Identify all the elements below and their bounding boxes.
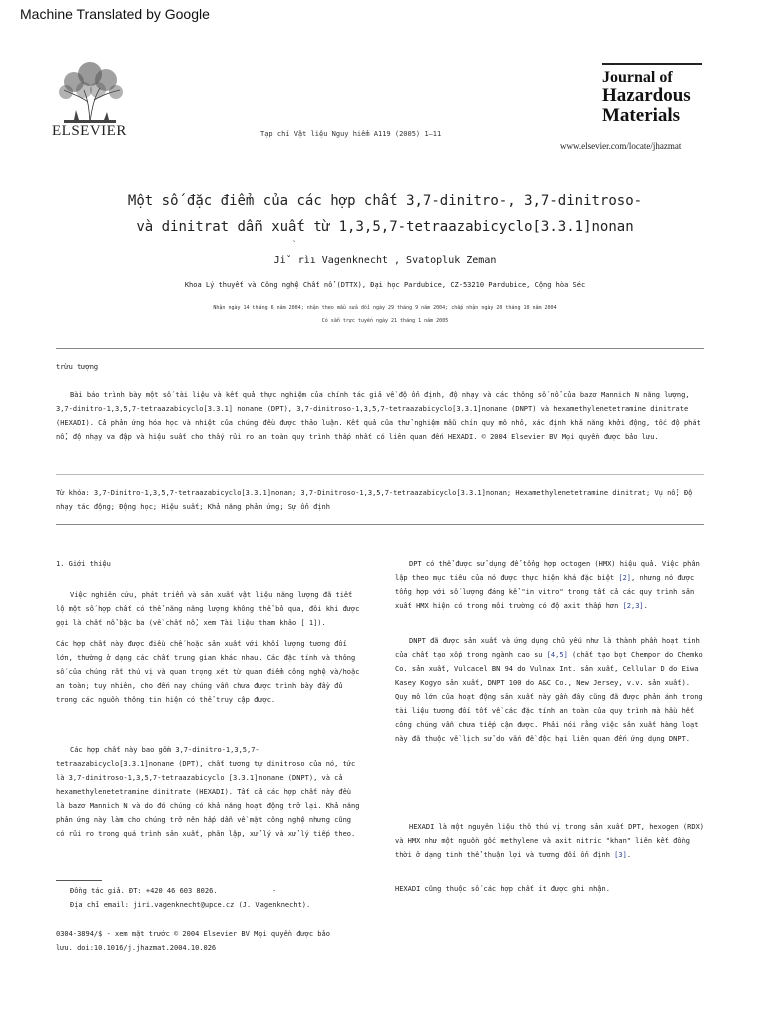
- abstract-divider: [56, 474, 704, 475]
- text-run: DPT có thể được sử dụng để tổng hợp octogen (HMX) hiệu quả. Việc phân lập theo mục tiêu của nó được thực hiện khá đặc biệt: [395, 560, 700, 582]
- citation-link[interactable]: [2]: [618, 574, 632, 582]
- body-paragraph: [395, 820, 705, 862]
- abstract-label: trừu tượng: [56, 363, 99, 371]
- keywords: Từ khóa: 3,7-Dinitro-1,3,5,7-tetraazabicyclo[3.3.1]nonan; 3,7-Dinitroso-1,3,5,7-tetraazabicyclo[3.3.1]nonan; Hexamethylenetetramine dinitrat; Vụ nổ; Độ nhạy tác động; Động học; Hiệu suất; Khả năng phản ứng; Sự ổn định: [56, 489, 693, 511]
- elsevier-tree-icon: [54, 60, 126, 128]
- affiliation: Khoa Lý thuyết và Công nghệ Chất nổ (DTTX), Đại học Pardubice, CZ-53210 Pardubice, Cộng hòa Séc: [184, 281, 586, 289]
- body-paragraph: [395, 557, 705, 613]
- text-run: HEXADI là một nguyên liệu thô thú vị trong sản xuất DPT, hexogen (RDX) và HMX như một nguồn gốc methylene và axit nitric "khan" liên kết đồng thời ở dạng tinh thể thuận lợi và tương đối ổn định: [395, 823, 705, 859]
- citation-link[interactable]: [2,3]: [622, 602, 644, 610]
- journal-citation: Tạp chí Vật liệu Nguy hiểm A119 (2005) 1–11: [260, 130, 442, 138]
- body-paragraph: Các hợp chất này được điều chế hoặc sản xuất với khối lượng tương đối lớn, thường ở dạng các chất trung gian khác nhau. Các đặc tính và thông số của chúng rất thú vị và quan trọng xét từ quan điểm công nghệ và/hoặc an toàn; tuy nhiên, cho đến nay chúng vẫn chưa được trình bày đầy đủ trong các nguồn thông tin hiện có thể truy cập được.: [56, 640, 360, 704]
- authors: Jiˇ rìı Vagenknecht , Svatopluk Zeman: [273, 255, 497, 266]
- text-run: .: [643, 602, 648, 610]
- header-divider: [56, 348, 704, 349]
- journal-title-line: Materials: [602, 104, 681, 126]
- received-dates: Nhận ngày 14 tháng 6 năm 2004; nhận theo mẫu sửa đổi ngày 29 tháng 9 năm 2004; chấp nhận ngày 20 tháng 10 năm 2004: [213, 305, 557, 311]
- body-paragraph: Các hợp chất này bao gồm 3,7-dinitro-1,3,5,7-tetraazabicyclo[3.3.1]nonane (DPT), chất tương tự dinitroso của nó, tức là 3,7-dinitroso-1,3,5,7-tetraazabicyclo [3.3.1]nonane (DNPT), và cả hexamethylenetetramine dinitrate (HEXADI). Tất cả các hợp chất này đều là bazơ Mannich N và do đó chúng có khả năng hoạt động trở lại. Khả năng phản ứng này làm cho chúng trở nên hấp dẫn về mặt công nghệ nhưng cũng có rủi ro trong quá trình sản xuất, phân lập, xử lý và xử lý tiếp theo.: [56, 746, 360, 838]
- available-online-date: Có sẵn trực tuyến ngày 21 tháng 1 năm 2005: [321, 318, 449, 324]
- journal-title: [602, 70, 691, 125]
- footnote-rule: [56, 880, 102, 881]
- body-paragraph: [395, 634, 705, 746]
- text-run: , nhưng nó được tổng hợp với số lượng đáng kể "in vitro" trong tất cả các quy trình sản xuất HMX hiện có trong môi trường có độ axit thấp hơn: [395, 574, 695, 610]
- journal-title-line: Hazardous: [602, 85, 691, 107]
- journal-title-line: Journal of: [602, 69, 673, 86]
- body-paragraph: Việc nghiên cứu, phát triển và sản xuất vật liệu năng lượng đã tiết lộ một số hợp chất có thể năng năng lượng không thể bỏ qua, đôi khi được gọi là chất nổ bậc ba (về chất nổ, xem Tài liệu tham khảo [ 1]).: [56, 591, 360, 627]
- text-run: .: [626, 851, 632, 859]
- footnote-corresponding: Đồng tác giả. ĐT: +420 46 603 8026.: [70, 887, 218, 895]
- citation-link[interactable]: [4,5]: [546, 651, 568, 659]
- paper-title-line: Một số đặc điểm của các hợp chất 3,7-dinitro-, 3,7-dinitroso-: [127, 193, 643, 209]
- keywords-divider: [56, 524, 704, 525]
- body-paragraph: HEXADI cũng thuộc số các hợp chất ít được ghi nhận.: [395, 885, 610, 893]
- section-heading: 1. Giới thiệu: [56, 560, 111, 568]
- paper-title-line: và dinitrat dẫn xuất từ 1,3,5,7-tetraazabicyclo[3.3.1]nonan: [136, 219, 634, 235]
- publisher-name: ELSEVIER: [52, 123, 127, 139]
- journal-url[interactable]: www.elsevier.com/locate/jhazmat: [560, 141, 682, 151]
- doi-line[interactable]: lưu. doi:10.1016/j.jhazmat.2004.10.026: [56, 944, 217, 952]
- footnote-mark: .: [272, 885, 277, 893]
- journal-title-rule: [602, 63, 702, 65]
- citation-link[interactable]: [3]: [614, 851, 627, 859]
- translation-banner: Machine Translated by Google: [20, 6, 210, 22]
- text-run: (chất tạo bọt Chempor do Chemko Co. sản xuất, Vulcacel BN 94 do Vulnax Int. sản xuất, Cellular D do Eiwa Kasey Kogyo sản xuất, DNPT 100 do A&C Co., New Jersey, v.v. sản xuất). Quy mô lớn của hoạt động sản xuất này gần đây cũng đã được phản ánh trong tài liệu tương đối tốt về các đặc tính an toàn của quy trình mà hầu hết công chúng vẫn chưa tiếp cận được. Phải nói rằng việc sản xuất hàng loạt này đã thuộc về lịch sử do vấn đề độc hại liên quan đến ứng dụng DNPT.: [395, 651, 703, 743]
- stray-mark: `: [292, 240, 297, 249]
- text-run: DNPT đã được sản xuất và ứng dụng chủ yếu như là thành phần hoạt tính của chất tạo xốp trong ngành cao su: [395, 637, 700, 659]
- abstract-text: Bài báo trình bày một số tài liệu và kết quả thực nghiệm của chính tác giả về độ ổn định, độ nhạy và các thông số nổ của bazơ Mannich N năng lượng, 3,7-dinitro-1,3,5,7-tetraazabicyclo[3.3.1] nonane (DPT), 3,7-dinitroso-1,3,5,7-tetraazabicyclo[3.3.1]nonane (DNPT) và hexamethylenetetramine dinitrate (HEXADI). Cả phản ứng hóa học và nhiệt của chúng đều được thảo luận. Kết quả của thử nghiệm mẫu chín quy mô nhỏ, xác định khả năng khởi động, tốc độ phát nổ, độ nhạy va đập và hiệu suất cho thấy rủi ro an toàn quy trình thấp nhất có liên quan đến HEXADI. © 2004 Elsevier BV Mọi quyền được bảo lưu.: [56, 391, 701, 441]
- footnote-email: Địa chỉ email: jiri.vagenknecht@upce.cz (J. Vagenknecht).: [70, 901, 311, 909]
- issn-line: 0304-3894/$ - xem mặt trước © 2004 Elsevier BV Mọi quyền được bảo: [56, 930, 330, 938]
